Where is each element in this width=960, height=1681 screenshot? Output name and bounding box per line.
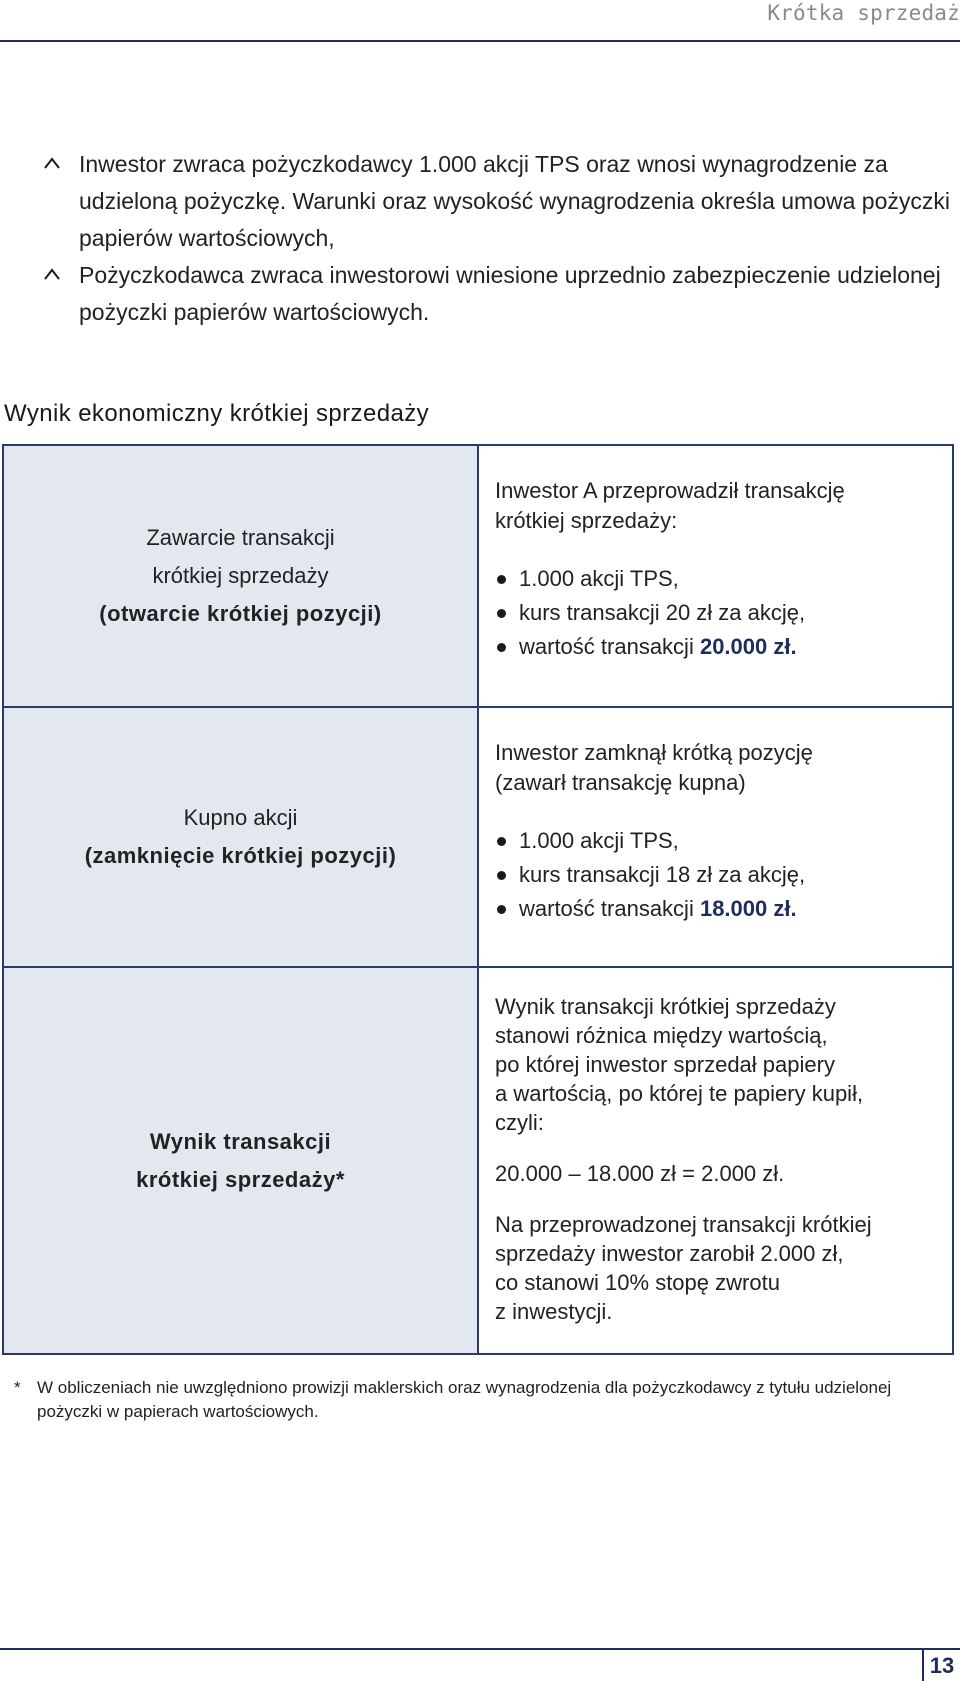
row-label-bold: (zamknięcie krótkiej pozycji) bbox=[84, 843, 397, 868]
bullet-icon bbox=[497, 837, 506, 846]
list-item bbox=[495, 596, 952, 630]
detail-bullet-list bbox=[495, 824, 952, 926]
list-item bbox=[495, 824, 952, 858]
list-item-text: kurs transakcji 20 zł za akcję, bbox=[519, 600, 806, 625]
text-line: czyli: bbox=[495, 1110, 544, 1135]
short-sale-result-table bbox=[2, 444, 954, 1355]
row-label-bold: krótkiej sprzedaży* bbox=[136, 1166, 345, 1192]
detail-title-line: (zawarł transakcję kupna) bbox=[495, 770, 746, 795]
intro-list-item bbox=[44, 257, 954, 331]
footnote bbox=[14, 1376, 944, 1424]
text-line: stanowi różnica między wartością, bbox=[495, 1023, 828, 1048]
intro-item-text: Inwestor zwraca pożyczkodawcy 1.000 akcji TPS oraz wnosi wynagrodzenie za udzieloną pożyczkę. Warunki oraz wysokość wynagrodzenia określa umowa pożyczki papierów wartościowych, bbox=[79, 151, 950, 251]
bullet-icon bbox=[497, 609, 506, 618]
list-item bbox=[495, 858, 952, 892]
footnote-text: W obliczeniach nie uwzględniono prowizji maklerskich oraz wynagrodzenia dla pożyczkodawcy z tytułu udzielonej pożyczki w papierach wartościowych. bbox=[37, 1378, 892, 1421]
row-label-bold: Wynik transakcji bbox=[149, 1128, 332, 1154]
text-line: po której inwestor sprzedał papiery bbox=[495, 1052, 835, 1077]
table-row bbox=[4, 446, 952, 706]
section-heading: Wynik ekonomiczny krótkiej sprzedaży bbox=[4, 400, 429, 427]
text-line: co stanowi 10% stopę zwrotu bbox=[495, 1270, 780, 1295]
detail-bullet-list bbox=[495, 562, 952, 664]
row-label-cell bbox=[4, 968, 479, 1353]
table-row bbox=[4, 708, 952, 966]
header-divider bbox=[0, 40, 960, 42]
caret-up-icon bbox=[44, 156, 60, 170]
text-line: Na przeprowadzonej transakcji krótkiej bbox=[495, 1212, 872, 1237]
row-label-line: krótkiej sprzedaży bbox=[152, 563, 329, 588]
row-detail-cell bbox=[479, 968, 952, 1353]
caret-up-icon bbox=[44, 267, 60, 281]
list-item-text: kurs transakcji 18 zł za akcję, bbox=[519, 862, 806, 887]
row-label-cell bbox=[4, 708, 479, 966]
footer-divider bbox=[0, 1648, 960, 1650]
list-item bbox=[495, 562, 952, 596]
table-row bbox=[4, 968, 952, 1353]
conclusion-paragraph bbox=[495, 1210, 952, 1326]
value-label: wartość transakcji bbox=[519, 634, 700, 659]
row-label-bold: (otwarcie krótkiej pozycji) bbox=[99, 601, 382, 626]
explanation-paragraph bbox=[495, 992, 952, 1137]
value-label: wartość transakcji bbox=[519, 896, 700, 921]
bullet-icon bbox=[497, 575, 506, 584]
detail-title-line: krótkiej sprzedaży: bbox=[495, 508, 678, 533]
calculation-line: 20.000 – 18.000 zł = 2.000 zł. bbox=[495, 1161, 785, 1186]
intro-item-text: Pożyczkodawca zwraca inwestorowi wniesione uprzednio zabezpieczenie udzielonej pożyczki papierów wartościowych. bbox=[79, 262, 941, 325]
bullet-icon bbox=[497, 871, 506, 880]
page-number-box bbox=[922, 1650, 960, 1681]
row-label-line: Kupno akcji bbox=[183, 805, 298, 830]
row-label-cell bbox=[4, 446, 479, 706]
footnote-marker: * bbox=[14, 1378, 21, 1397]
text-line: z inwestycji. bbox=[495, 1299, 613, 1324]
page-number: 13 bbox=[929, 1652, 955, 1678]
value-highlight: 20.000 zł. bbox=[699, 634, 797, 659]
text-line: Wynik transakcji krótkiej sprzedaży bbox=[495, 994, 836, 1019]
list-item bbox=[495, 892, 952, 926]
value-highlight: 18.000 zł. bbox=[699, 896, 797, 921]
bullet-icon bbox=[497, 905, 506, 914]
intro-list-item bbox=[44, 146, 954, 257]
text-line: a wartością, po której te papiery kupił, bbox=[495, 1081, 864, 1106]
bullet-icon bbox=[497, 643, 506, 652]
row-label-line: Zawarcie transakcji bbox=[146, 525, 335, 550]
row-detail-cell bbox=[479, 446, 952, 706]
row-detail-cell bbox=[479, 708, 952, 966]
detail-title-line: Inwestor zamknął krótką pozycję bbox=[495, 740, 813, 765]
detail-title-line: Inwestor A przeprowadził transakcję bbox=[495, 478, 845, 503]
list-item bbox=[495, 630, 952, 664]
list-item-text: 1.000 akcji TPS, bbox=[519, 828, 679, 853]
text-line: sprzedaży inwestor zarobił 2.000 zł, bbox=[495, 1241, 844, 1266]
running-header-title: Krótka sprzedaż bbox=[767, 1, 960, 25]
intro-list bbox=[44, 146, 954, 331]
list-item-text: 1.000 akcji TPS, bbox=[519, 566, 679, 591]
